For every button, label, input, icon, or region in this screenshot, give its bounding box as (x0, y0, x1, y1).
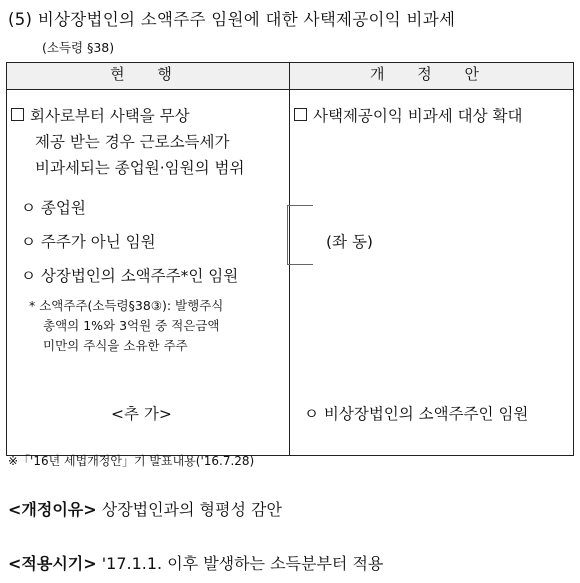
table-body-row (7, 90, 574, 456)
bracket-connector (287, 205, 313, 265)
proposed-item: 사택제공이익 비과세 대상 확대 (294, 104, 522, 126)
table-header-row (7, 63, 574, 90)
footnote-line2: 총액의 1%와 3억원 중 적은금액 (43, 318, 220, 333)
reason-text: 상장법인과의 형평성 감안 (101, 500, 282, 519)
current-column (7, 90, 290, 456)
apply-label: <적용시기> (8, 554, 97, 573)
legal-reference: (소득령 §38) (42, 40, 115, 55)
apply-text: '17.1.1. 이후 발생하는 소득분부터 적용 (101, 554, 384, 573)
footnote-line3: 미만의 주식을 소유한 주주 (43, 338, 188, 353)
added-marker: <추 가> (111, 405, 172, 423)
proposed-added-item: ㅇ 비상장법인의 소액주주인 임원 (304, 405, 529, 423)
checkbox-square-icon (11, 108, 24, 121)
current-item-line2: 제공 받는 경우 근로소득세가 (35, 133, 230, 151)
bullet-non-shareholder-officer: ㅇ 주주가 아닌 임원 (21, 233, 156, 251)
amendment-reason (8, 497, 282, 520)
current-item-line3: 비과세되는 종업원·임원의 범위 (35, 159, 245, 177)
same-as-left: (좌 동) (326, 233, 373, 251)
bullet-employee: ㅇ 종업원 (21, 199, 86, 217)
footnote-line1: * 소액주주(소득령§38③): 발행주식 (29, 298, 224, 313)
header-proposed: 개 정 안 (290, 63, 574, 90)
bullet-listed-minority-officer: ㅇ 상장법인의 소액주주*인 임원 (21, 267, 239, 285)
footnote-announcement: ※「'16년 세법개정안」기 발표내용('16.7.28) (8, 454, 255, 468)
header-current: 현 행 (7, 63, 290, 90)
current-item-line1: 회사로부터 사택을 무상 (11, 104, 190, 126)
section-title: (5) 비상장법인의 소액주주 임원에 대한 사택제공이익 비과세 (8, 10, 456, 29)
checkbox-square-icon (294, 108, 307, 121)
proposed-column (290, 90, 574, 456)
reason-label: <개정이유> (8, 500, 97, 519)
application-period (8, 551, 383, 574)
